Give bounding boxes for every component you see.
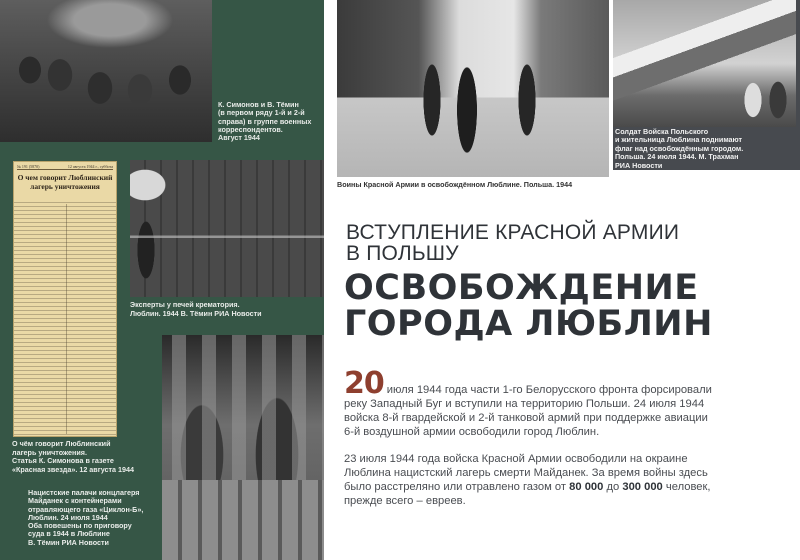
text-line: войска 8-й гвардейской и 2-й танковой армий при поддержке авиации — [344, 412, 708, 424]
newspaper-masthead — [17, 164, 113, 170]
caption-line: лагерь уничтожения. — [12, 447, 87, 457]
page-title — [344, 270, 713, 342]
text-line — [344, 480, 774, 494]
caption-line: флаг над освобождённым городом. — [615, 143, 744, 153]
newspaper-clipping — [13, 161, 117, 437]
caption-newspaper — [12, 440, 172, 474]
headline-line: О чем говорит Люблинский — [17, 173, 113, 182]
text-line: июля 1944 года части 1-го Белорусского фронта форсировали — [386, 384, 712, 396]
text-line: реку Западный Буг и вступили на территорию Польши. 24 июля 1944 — [344, 398, 705, 410]
panel-divider — [324, 0, 334, 560]
caption-line: О чём говорит Люблинский — [12, 439, 111, 448]
victims-max-number: 300 000 — [622, 481, 663, 493]
caption-flag-raising — [615, 128, 797, 170]
text-fragment: до — [603, 481, 623, 493]
newspaper-issue: № 191 (5870) — [17, 164, 40, 169]
caption-war-correspondents — [218, 101, 322, 142]
paragraph-2 — [344, 452, 774, 508]
caption-line: Эксперты у печей крематория. — [130, 300, 240, 309]
text-line: 23 июля 1944 года войска Красной Армии освободили на окраине — [344, 453, 688, 465]
caption-line: Август 1944 — [218, 133, 260, 143]
victims-min-number: 80 000 — [569, 481, 604, 493]
caption-line: Польша. 24 июля 1944. М. Трахман — [615, 152, 739, 162]
text-line: прежде всего – евреев. — [344, 495, 466, 507]
caption-line: и жительница Люблина поднимают — [615, 135, 743, 145]
caption-line: В. Тёмин РИА Новости — [28, 537, 109, 547]
text-line: 6-й воздушной армии освободили город Люблин. — [344, 426, 600, 438]
highlight-number: 20 — [344, 366, 384, 401]
newspaper-header — [14, 162, 116, 202]
newspaper-headline — [17, 173, 113, 191]
text-line: Люблина нацистский лагерь смерти Майданек. За время войны здесь — [344, 467, 708, 479]
caption-camp-guards — [28, 489, 168, 547]
gas-canisters — [162, 480, 324, 560]
photo-flag-raising — [613, 0, 796, 127]
caption-crematorium — [130, 301, 320, 318]
page-subtitle — [346, 222, 679, 264]
caption-line: РИА Новости — [615, 160, 663, 170]
caption-line: Люблин. 24 июля 1944 — [28, 512, 108, 522]
caption-line: корреспондентов. — [218, 124, 283, 134]
caption-line: отравляющего газа «Циклон-Б», — [28, 504, 144, 514]
photo-war-correspondents — [0, 0, 212, 142]
caption-line: К. Симонов и В. Тёмин — [218, 100, 299, 109]
caption-line: Солдат Войска Польского — [615, 127, 709, 136]
caption-line: справа) в группе военных — [218, 116, 312, 126]
caption-line: Нацистские палачи концлагеря — [28, 488, 140, 497]
title-line: ОСВОБОЖДЕНИЕ — [344, 268, 699, 308]
photo-red-army-parade — [337, 0, 609, 177]
text-fragment: человек, — [662, 481, 711, 493]
title-line: ГОРОДА ЛЮБЛИН — [344, 304, 713, 344]
newspaper-column-rule — [66, 204, 67, 434]
photo-crematorium — [130, 160, 324, 297]
subtitle-line: ВСТУПЛЕНИЕ КРАСНОЙ АРМИИ — [346, 221, 680, 244]
body-text — [344, 366, 774, 508]
headline-line: лагерь уничтожения — [30, 182, 100, 191]
caption-line: Статья К. Симонова в газете — [12, 456, 114, 466]
subtitle-line: В ПОЛЬШУ — [346, 242, 459, 265]
photo-camp-guards — [162, 335, 324, 560]
newspaper-date: 12 августа 1944 г., суббота — [67, 164, 113, 169]
caption-line: (в первом ряду 1-й и 2-й — [218, 108, 305, 118]
caption-red-army-parade: Воины Красной Армии в освобождённом Люблине. Польша. 1944 — [337, 180, 573, 189]
paragraph-1 — [344, 366, 774, 439]
caption-line: Люблин. 1944 В. Тёмин РИА Новости — [130, 308, 262, 318]
caption-line: суда в 1944 в Люблине — [28, 529, 110, 539]
text-fragment: было расстреляно или отравлено газом от — [344, 481, 570, 493]
caption-line: Майданек с контейнерами — [28, 496, 122, 506]
caption-line: Оба повешены по приговору — [28, 521, 132, 531]
caption-line: «Красная звезда». 12 августа 1944 — [12, 464, 135, 474]
